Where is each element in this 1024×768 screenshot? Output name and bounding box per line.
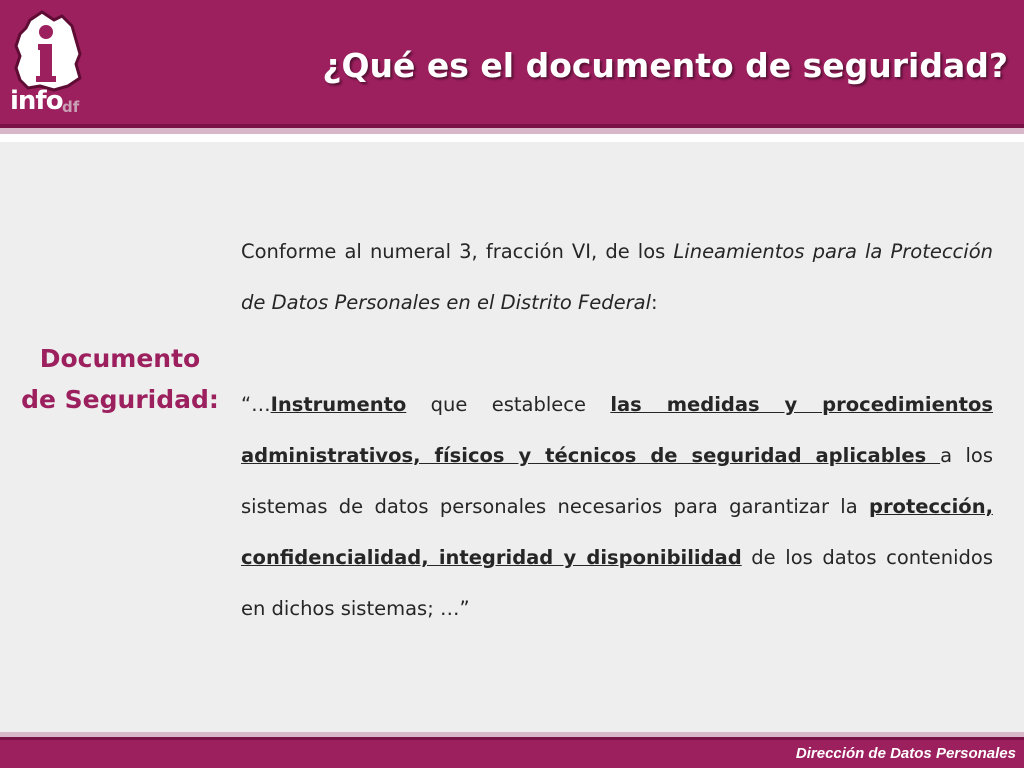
quote-paragraph: [241, 379, 993, 634]
quote-text-3: de los datos contenidos en dichos sistemas; …”: [241, 546, 993, 620]
term-proteccion: protección, confidencialidad, integridad y disponibilidad: [241, 495, 993, 569]
quote-open: “…: [241, 393, 271, 416]
quote-text-2: a los sistemas de datos personales necesarios para garantizar la: [241, 444, 994, 518]
page-title: ¿Qué es el documento de seguridad?: [322, 46, 1008, 85]
term-medidas: las medidas y procedimientos administrativos, físicos y técnicos de seguridad aplicables: [241, 393, 993, 467]
quote-text-1: que establece: [406, 393, 611, 416]
logo-wordmark: info: [10, 86, 63, 116]
header-divider-light: [0, 128, 1024, 134]
intro-text: Conforme al numeral 3, fracción VI, de los: [241, 240, 674, 263]
definition-text: [241, 226, 993, 634]
logo-wordmark-suffix: df: [62, 98, 80, 116]
footer-label: Dirección de Datos Personales: [795, 745, 1016, 762]
header-bar: [0, 0, 1024, 124]
term-instrumento: Instrumento: [270, 393, 407, 416]
footer-bar: [0, 740, 1024, 768]
section-label: [14, 338, 226, 420]
section-label-line1: Documento: [39, 344, 201, 373]
guidelines-title: Lineamientos para la Protección de Datos Personales en el Distrito Federal: [241, 240, 993, 314]
intro-paragraph: [241, 226, 993, 328]
intro-colon: :: [651, 291, 658, 314]
section-label-line2: de Seguridad:: [21, 385, 219, 414]
